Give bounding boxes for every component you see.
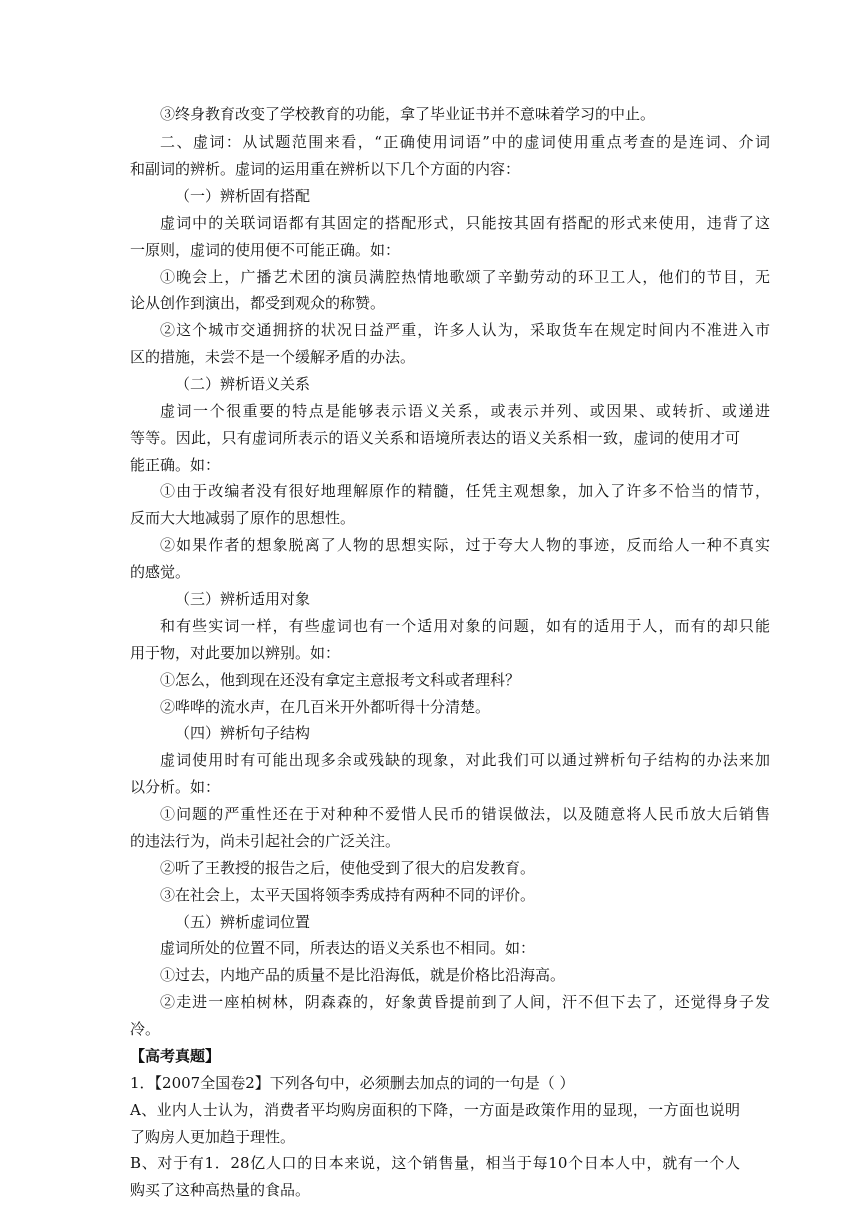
text-line: 以分析。如： bbox=[130, 778, 221, 796]
text-line: ①过去，内地产品的质量不是比沿海低，就是价格比沿海高。 bbox=[160, 966, 566, 984]
text-line: 反而大大地减弱了原作的思想性。 bbox=[130, 509, 356, 527]
text-line: 论从创作到演出，都受到观众的称赞。 bbox=[130, 294, 386, 312]
section-heading: （四）辨析句子结构 bbox=[175, 724, 311, 742]
text-line: ①问题的严重性还在于对种种不爱惜人民币的错误做法，以及随意将人民币放大后销售 bbox=[160, 805, 770, 823]
text-line: 虚词一个很重要的特点是能够表示语义关系，或表示并列、或因果、或转折、或递进 bbox=[160, 402, 770, 420]
text-line: ①晚会上，广播艺术团的演员满腔热情地歌颂了辛勤劳动的环卫工人，他们的节目，无 bbox=[160, 268, 770, 286]
text-line: 虚词使用时有可能出现多余或残缺的现象，对此我们可以通过辨析句子结构的办法来加 bbox=[160, 751, 770, 769]
text-line: 区的措施，未尝不是一个缓解矛盾的办法。 bbox=[130, 348, 416, 366]
text-line: ①由于改编者没有很好地理解原作的精髓，任凭主观想象，加入了许多不恰当的情节， bbox=[160, 482, 770, 500]
text-line: 能正确。如： bbox=[130, 456, 221, 474]
text-line: 虚词中的关联词语都有其固定的搭配形式，只能按其固有搭配的形式来使用，违背了这 bbox=[160, 214, 770, 232]
text-line: ②听了王教授的报告之后，使他受到了很大的启发教育。 bbox=[160, 859, 536, 877]
text-line: 和有些实词一样，有些虚词也有一个适用对象的问题，如有的适用于人，而有的却只能 bbox=[160, 617, 770, 635]
option-b: B、对于有1．28亿人口的日本来说，这个销售量，相当于每10个日本人中，就有一个人 bbox=[130, 1154, 740, 1172]
text-line: ②这个城市交通拥挤的状况日益严重，许多人认为，采取货车在规定时间内不准进入市 bbox=[160, 321, 770, 339]
text-line: 和副词的辨析。虚词的运用重在辨析以下几个方面的内容： bbox=[130, 160, 521, 178]
text-line: ①怎么，他到现在还没有拿定主意报考文科或者理科？ bbox=[160, 671, 521, 689]
text-line: 等等。因此，只有虚词所表示的语义关系和语境所表达的语义关系相一致，虚词的使用才可 bbox=[130, 429, 740, 447]
section-heading: （二）辨析语义关系 bbox=[175, 375, 311, 393]
text-line: 的感觉。 bbox=[130, 563, 191, 581]
text-line: 冷。 bbox=[130, 1020, 161, 1038]
option-a: A、业内人士认为，消费者平均购房面积的下降，一方面是政策作用的显现，一方面也说明 bbox=[130, 1101, 740, 1119]
option-a-cont: 了购房人更加趋于理性。 bbox=[130, 1128, 296, 1146]
exam-heading: 【高考真题】 bbox=[130, 1047, 221, 1065]
question-stem: 1．【2007全国卷2】下列各句中，必须删去加点的词的一句是（ ） bbox=[130, 1074, 575, 1092]
text-line: 二、虚词：从试题范围来看，“正确使用词语”中的虚词使用重点考查的是连词、介词 bbox=[160, 133, 770, 151]
text-line: ③终身教育改变了学校教育的功能，拿了毕业证书并不意味着学习的中止。 bbox=[160, 105, 656, 123]
text-line: ②哗哗的流水声，在几百米开外都听得十分清楚。 bbox=[160, 698, 491, 716]
text-line: 一原则，虚词的使用便不可能正确。如： bbox=[130, 241, 401, 259]
section-heading: （一）辨析固有搭配 bbox=[175, 187, 311, 205]
section-heading: （五）辨析虚词位置 bbox=[175, 913, 311, 931]
section-heading: （三）辨析适用对象 bbox=[175, 590, 311, 608]
option-b-cont: 购买了这种高热量的食品。 bbox=[130, 1181, 311, 1199]
text-line: 用于物，对此要加以辨别。如： bbox=[130, 644, 341, 662]
text-line: ②走进一座柏树林，阴森森的，好象黄昏提前到了人间，汗不但下去了，还觉得身子发 bbox=[160, 993, 770, 1011]
text-line: 的违法行为，尚未引起社会的广泛关注。 bbox=[130, 832, 401, 850]
text-line: ③在社会上，太平天国将领李秀成持有两种不同的评价。 bbox=[160, 886, 536, 904]
text-line: ②如果作者的想象脱离了人物的思想实际，过于夸大人物的事迹，反而给人一种不真实 bbox=[160, 536, 770, 554]
text-line: 虚词所处的位置不同，所表达的语义关系也不相同。如： bbox=[160, 939, 536, 957]
